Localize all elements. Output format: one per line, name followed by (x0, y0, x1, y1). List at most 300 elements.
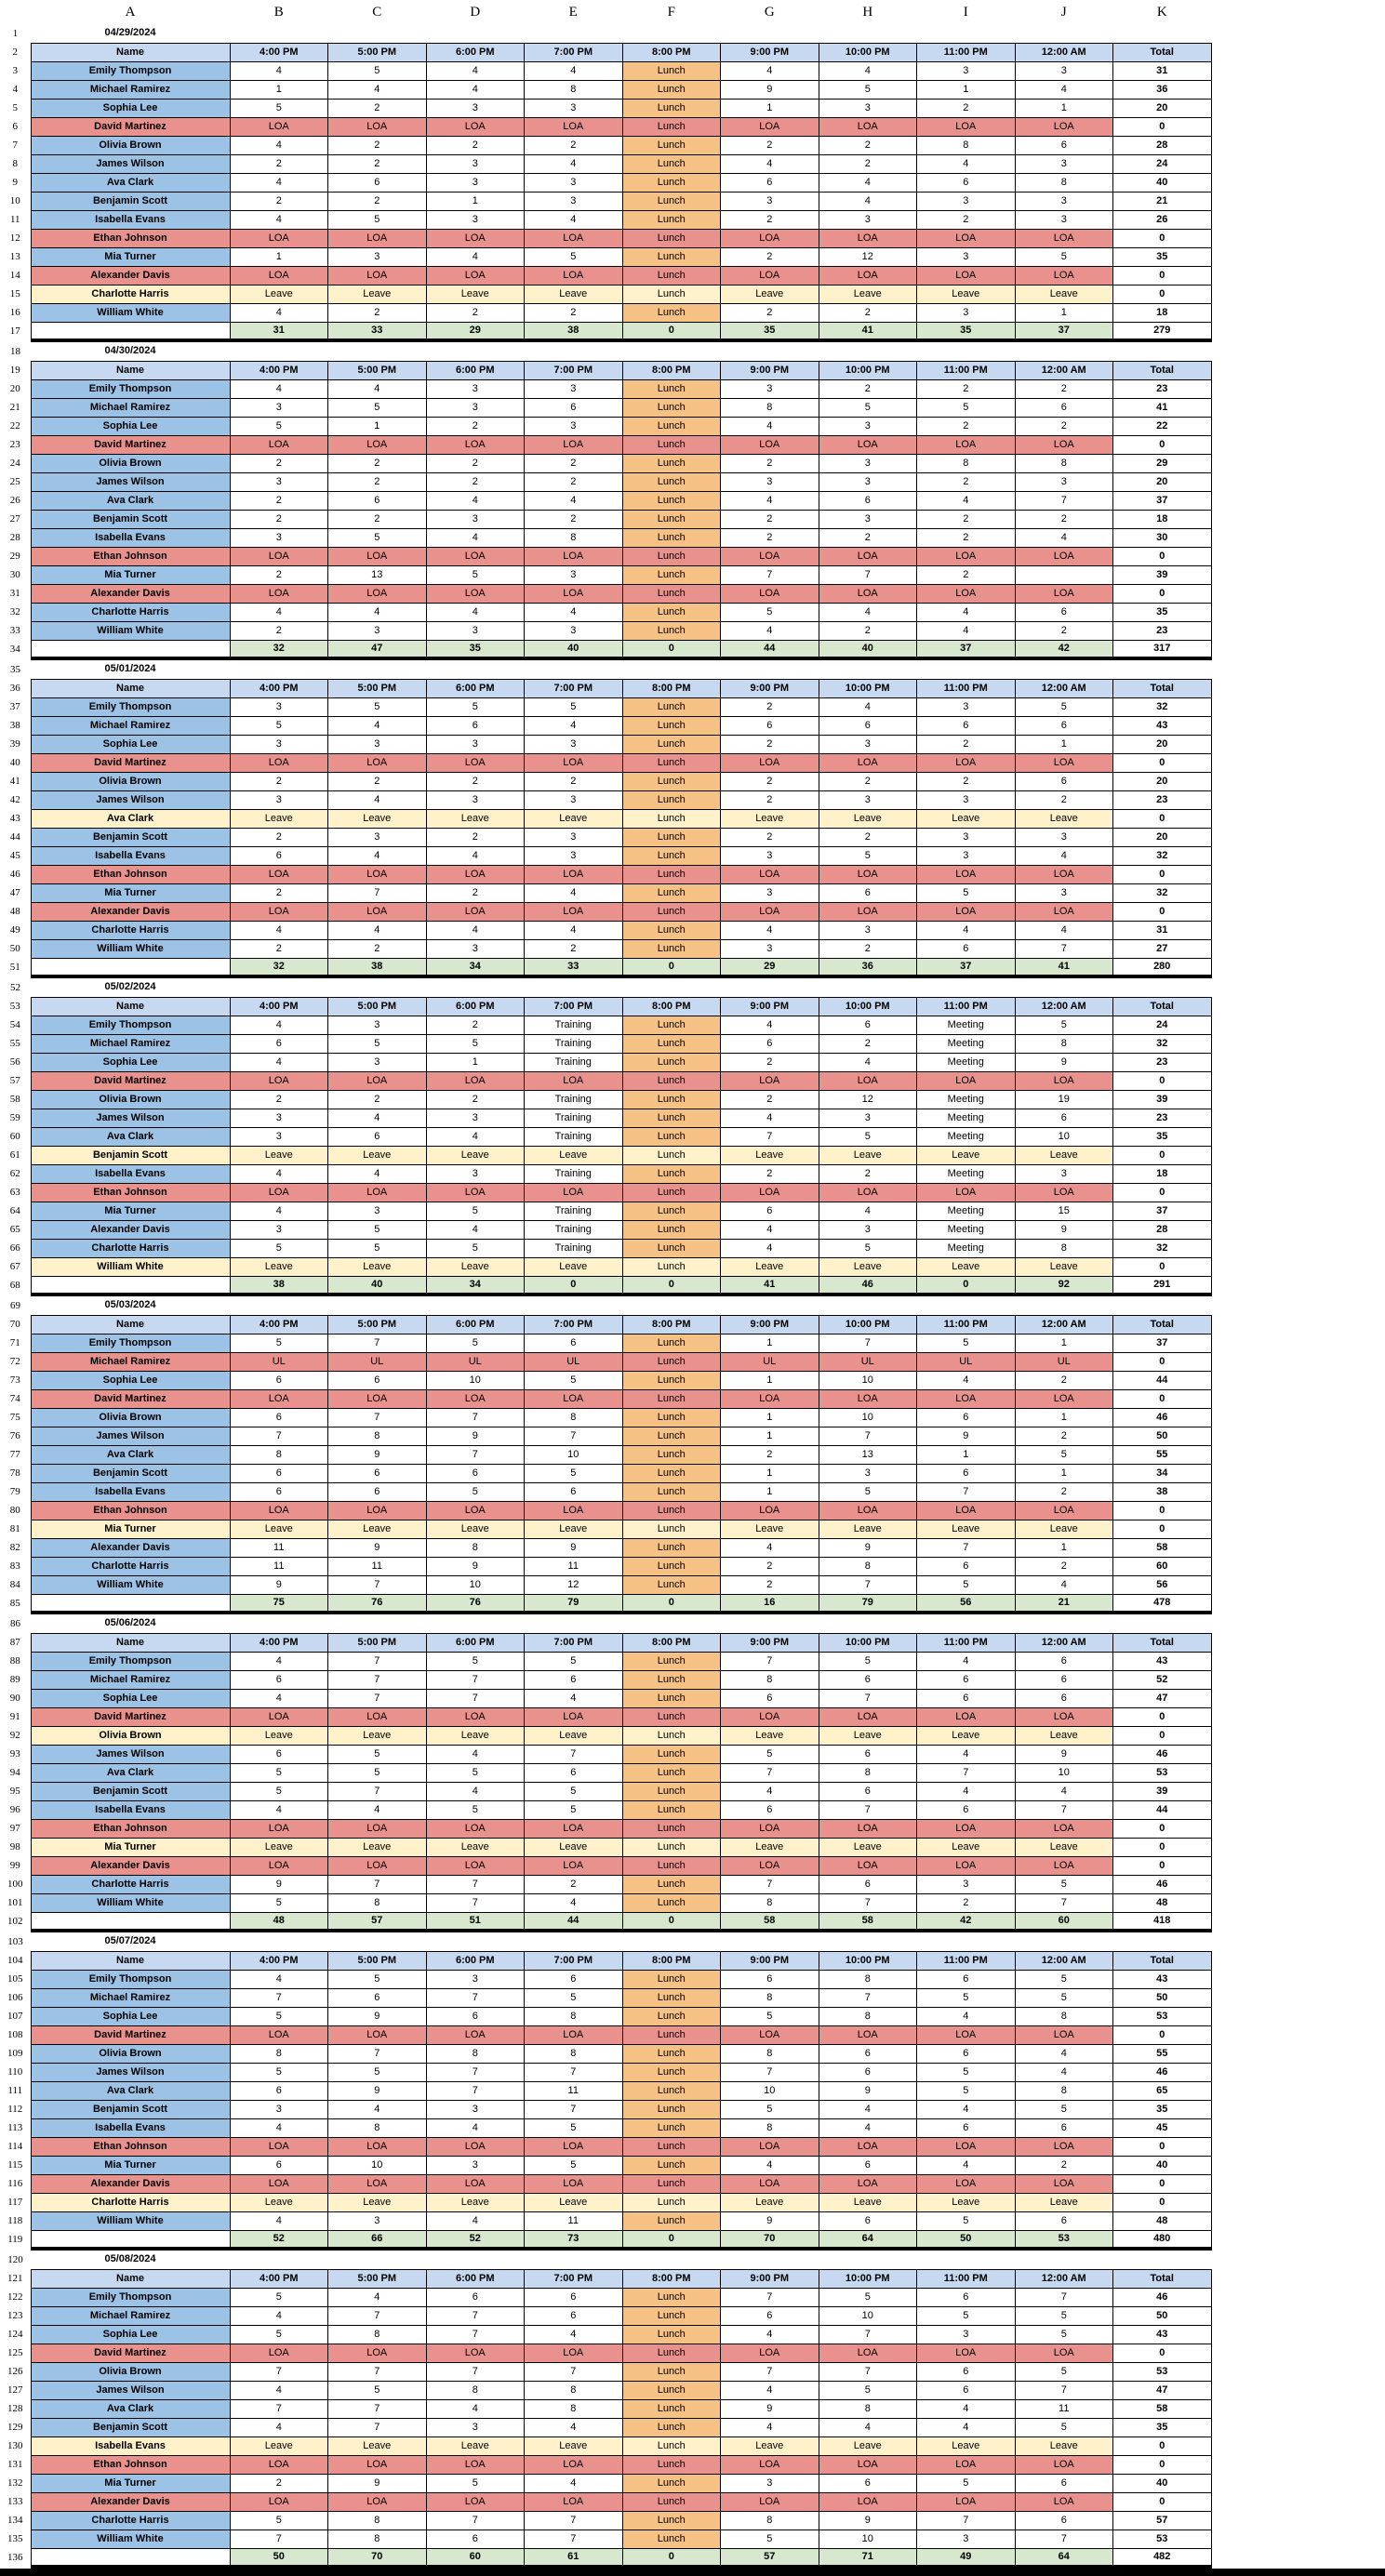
row-total-cell[interactable]: 0 (1113, 2492, 1212, 2511)
hour-cell[interactable]: 6 (525, 1670, 623, 1689)
employee-name-cell[interactable]: Benjamin Scott (31, 2100, 230, 2118)
hour-cell[interactable]: 9 (525, 1538, 623, 1557)
hour-cell[interactable]: LOA (721, 547, 819, 565)
hour-cell[interactable]: 8 (525, 2381, 623, 2399)
hour-cell[interactable]: 6 (328, 1371, 427, 1389)
hour-cell[interactable]: 4 (917, 491, 1016, 510)
row-total-cell[interactable]: 0 (1113, 2174, 1212, 2193)
hour-cell[interactable]: 9 (426, 1427, 525, 1445)
hour-cell[interactable]: Lunch (622, 1334, 721, 1352)
hour-cell[interactable]: Lunch (622, 1970, 721, 1988)
employee-name-cell[interactable]: David Martinez (31, 753, 230, 772)
column-total-cell[interactable]: 0 (622, 1912, 721, 1931)
hour-cell[interactable]: 3 (917, 61, 1016, 80)
hour-cell[interactable]: 5 (230, 1763, 328, 1782)
hour-cell[interactable]: LOA (525, 1856, 623, 1875)
hour-cell[interactable]: 3 (328, 1202, 427, 1220)
hour-cell[interactable]: 2 (230, 772, 328, 790)
hour-cell[interactable]: 4 (230, 1970, 328, 1988)
hour-cell[interactable]: 4 (917, 621, 1016, 640)
hour-cell[interactable]: 6 (819, 2044, 917, 2063)
employee-name-cell[interactable]: William White (31, 2530, 230, 2548)
hour-cell[interactable]: 2 (917, 735, 1016, 753)
hour-cell[interactable]: Lunch (622, 2288, 721, 2306)
hour-cell[interactable]: 2 (721, 1575, 819, 1594)
employee-name-cell[interactable]: Alexander Davis (31, 2492, 230, 2511)
hour-cell[interactable]: 3 (721, 939, 819, 958)
hour-cell[interactable]: 4 (1015, 1575, 1113, 1594)
hour-cell[interactable]: 2 (426, 772, 525, 790)
hour-cell[interactable]: 4 (1015, 528, 1113, 547)
hour-cell[interactable]: LOA (328, 1819, 427, 1838)
header-cell-total[interactable]: Total (1113, 2269, 1212, 2288)
hour-cell[interactable]: LOA (721, 2492, 819, 2511)
header-cell-4-00-pm[interactable]: 4:00 PM (230, 1633, 328, 1652)
row-total-cell[interactable]: 0 (1113, 285, 1212, 303)
employee-name-cell[interactable]: Michael Ramirez (31, 716, 230, 735)
hour-cell[interactable]: 6 (1015, 1689, 1113, 1707)
hour-cell[interactable]: 3 (721, 846, 819, 865)
hour-cell[interactable]: 4 (917, 154, 1016, 173)
header-cell-6-00-pm[interactable]: 6:00 PM (426, 1951, 525, 1970)
hour-cell[interactable]: 4 (819, 603, 917, 621)
hour-cell[interactable]: LOA (525, 2344, 623, 2362)
hour-cell[interactable]: Lunch (622, 603, 721, 621)
hour-cell[interactable]: 5 (1015, 1875, 1113, 1893)
column-total-cell[interactable]: 57 (328, 1912, 427, 1931)
hour-cell[interactable]: Lunch (622, 753, 721, 772)
header-cell-7-00-pm[interactable]: 7:00 PM (525, 1951, 623, 1970)
hour-cell[interactable]: 5 (328, 1763, 427, 1782)
hour-cell[interactable]: Leave (917, 1146, 1016, 1164)
hour-cell[interactable]: 3 (328, 1053, 427, 1071)
header-cell-8-00-pm[interactable]: 8:00 PM (622, 2269, 721, 2288)
row-number[interactable]: 48 (0, 902, 31, 921)
employee-name-cell[interactable]: Ethan Johnson (31, 1501, 230, 1520)
row-number[interactable]: 4 (0, 80, 31, 99)
hour-cell[interactable]: LOA (917, 865, 1016, 883)
column-total-cell[interactable]: 0 (622, 322, 721, 340)
hour-cell[interactable]: 3 (917, 247, 1016, 266)
hour-cell[interactable]: Leave (328, 1726, 427, 1745)
hour-cell[interactable]: Leave (426, 2193, 525, 2211)
row-number[interactable]: 9 (0, 173, 31, 192)
hour-cell[interactable]: LOA (819, 865, 917, 883)
hour-cell[interactable]: 5 (426, 1800, 525, 1819)
hour-cell[interactable]: LOA (819, 1071, 917, 1090)
hour-cell[interactable]: LOA (328, 435, 427, 454)
hour-cell[interactable]: 4 (917, 1652, 1016, 1670)
row-total-cell[interactable]: 20 (1113, 735, 1212, 753)
column-total-cell[interactable]: 61 (525, 2548, 623, 2567)
hour-cell[interactable]: 4 (1015, 921, 1113, 939)
hour-cell[interactable]: 6 (917, 1670, 1016, 1689)
row-number[interactable]: 115 (0, 2156, 31, 2174)
hour-cell[interactable]: Lunch (622, 1988, 721, 2007)
hour-cell[interactable]: 4 (917, 2418, 1016, 2437)
header-cell-12-00-am[interactable]: 12:00 AM (1015, 1633, 1113, 1652)
header-cell-6-00-pm[interactable]: 6:00 PM (426, 361, 525, 379)
row-total-cell[interactable]: 0 (1113, 1707, 1212, 1726)
hour-cell[interactable]: 4 (1015, 80, 1113, 99)
hour-cell[interactable]: 2 (819, 621, 917, 640)
column-total-cell[interactable]: 71 (819, 2548, 917, 2567)
row-total-cell[interactable]: 0 (1113, 2437, 1212, 2455)
header-cell-8-00-pm[interactable]: 8:00 PM (622, 679, 721, 697)
hour-cell[interactable]: 3 (328, 621, 427, 640)
hour-cell[interactable]: 4 (1015, 1782, 1113, 1800)
row-total-cell[interactable]: 48 (1113, 1893, 1212, 1912)
hour-cell[interactable]: Lunch (622, 735, 721, 753)
totals-row-name-cell[interactable] (31, 2548, 230, 2567)
hour-cell[interactable]: 3 (230, 528, 328, 547)
row-number[interactable]: 19 (0, 361, 31, 379)
row-number[interactable]: 13 (0, 247, 31, 266)
employee-name-cell[interactable]: Mia Turner (31, 1202, 230, 1220)
hour-cell[interactable]: 7 (917, 1538, 1016, 1557)
hour-cell[interactable]: 3 (230, 1220, 328, 1239)
hour-cell[interactable]: LOA (1015, 435, 1113, 454)
hour-cell[interactable]: Leave (525, 1838, 623, 1856)
hour-cell[interactable]: LOA (917, 2455, 1016, 2474)
hour-cell[interactable]: LOA (917, 1707, 1016, 1726)
hour-cell[interactable]: 2 (328, 303, 427, 322)
hour-cell[interactable]: 2 (721, 247, 819, 266)
hour-cell[interactable]: 4 (819, 2118, 917, 2137)
hour-cell[interactable]: Lunch (622, 2399, 721, 2418)
hour-cell[interactable]: LOA (721, 117, 819, 136)
hour-cell[interactable]: LOA (917, 584, 1016, 603)
employee-name-cell[interactable]: Emily Thompson (31, 1652, 230, 1670)
hour-cell[interactable]: 6 (819, 2063, 917, 2081)
column-total-cell[interactable]: 52 (230, 2230, 328, 2249)
hour-cell[interactable]: 8 (1015, 1034, 1113, 1053)
hour-cell[interactable]: 2 (230, 621, 328, 640)
hour-cell[interactable]: LOA (721, 865, 819, 883)
hour-cell[interactable]: 7 (426, 1689, 525, 1707)
hour-cell[interactable]: 7 (426, 1893, 525, 1912)
column-total-cell[interactable]: 35 (917, 322, 1016, 340)
column-total-cell[interactable]: 58 (721, 1912, 819, 1931)
employee-name-cell[interactable]: Charlotte Harris (31, 1875, 230, 1893)
hour-cell[interactable]: 4 (426, 1220, 525, 1239)
hour-cell[interactable]: LOA (1015, 584, 1113, 603)
header-cell-6-00-pm[interactable]: 6:00 PM (426, 43, 525, 61)
grand-total-cell[interactable]: 279 (1113, 322, 1212, 340)
hour-cell[interactable]: 6 (525, 1334, 623, 1352)
employee-name-cell[interactable]: Michael Ramirez (31, 1670, 230, 1689)
hour-cell[interactable]: Training (525, 1127, 623, 1146)
hour-cell[interactable]: Lunch (622, 2511, 721, 2530)
column-total-cell[interactable]: 92 (1015, 1276, 1113, 1295)
row-number[interactable]: 91 (0, 1707, 31, 1726)
hour-cell[interactable]: Lunch (622, 1146, 721, 1164)
hour-cell[interactable]: 12 (819, 247, 917, 266)
hour-cell[interactable]: LOA (819, 1707, 917, 1726)
row-number[interactable]: 46 (0, 865, 31, 883)
totals-row-name-cell[interactable] (31, 2230, 230, 2249)
hour-cell[interactable]: Leave (525, 1726, 623, 1745)
employee-name-cell[interactable]: Emily Thompson (31, 697, 230, 716)
employee-name-cell[interactable]: Charlotte Harris (31, 285, 230, 303)
row-total-cell[interactable]: 23 (1113, 1109, 1212, 1127)
hour-cell[interactable]: 6 (917, 1408, 1016, 1427)
hour-cell[interactable]: Meeting (917, 1127, 1016, 1146)
hour-cell[interactable]: 6 (721, 2306, 819, 2325)
hour-cell[interactable]: 5 (819, 80, 917, 99)
hour-cell[interactable]: 6 (1015, 1109, 1113, 1127)
row-total-cell[interactable]: 0 (1113, 584, 1212, 603)
hour-cell[interactable]: 6 (328, 1988, 427, 2007)
hour-cell[interactable]: Leave (328, 1520, 427, 1538)
hour-cell[interactable]: Meeting (917, 1109, 1016, 1127)
column-total-cell[interactable]: 38 (525, 322, 623, 340)
hour-cell[interactable]: 8 (426, 2381, 525, 2399)
hour-cell[interactable]: 4 (525, 716, 623, 735)
hour-cell[interactable]: 7 (328, 1334, 427, 1352)
header-cell-10-00-pm[interactable]: 10:00 PM (819, 1633, 917, 1652)
hour-cell[interactable]: 1 (721, 1371, 819, 1389)
header-cell-4-00-pm[interactable]: 4:00 PM (230, 1315, 328, 1334)
hour-cell[interactable]: 3 (328, 247, 427, 266)
hour-cell[interactable]: 9 (1015, 1745, 1113, 1763)
hour-cell[interactable]: 6 (426, 2007, 525, 2025)
hour-cell[interactable]: 5 (525, 1800, 623, 1819)
hour-cell[interactable]: Lunch (622, 2362, 721, 2381)
hour-cell[interactable]: 7 (1015, 939, 1113, 958)
hour-cell[interactable]: 6 (1015, 1670, 1113, 1689)
hour-cell[interactable]: 4 (721, 1239, 819, 1257)
hour-cell[interactable]: 4 (426, 61, 525, 80)
employee-name-cell[interactable]: Ethan Johnson (31, 2137, 230, 2156)
hour-cell[interactable]: 6 (230, 1745, 328, 1763)
employee-name-cell[interactable]: Isabella Evans (31, 2118, 230, 2137)
row-number[interactable]: 2 (0, 43, 31, 61)
hour-cell[interactable]: LOA (819, 2174, 917, 2193)
row-number[interactable]: 29 (0, 547, 31, 565)
hour-cell[interactable]: 10 (721, 2081, 819, 2100)
employee-name-cell[interactable]: Ethan Johnson (31, 2455, 230, 2474)
row-total-cell[interactable]: 53 (1113, 2007, 1212, 2025)
hour-cell[interactable]: LOA (721, 2174, 819, 2193)
row-total-cell[interactable]: 46 (1113, 1875, 1212, 1893)
hour-cell[interactable]: 2 (525, 939, 623, 958)
hour-cell[interactable]: Lunch (622, 2100, 721, 2118)
employee-name-cell[interactable]: Mia Turner (31, 565, 230, 584)
column-total-cell[interactable]: 34 (426, 958, 525, 976)
row-number[interactable]: 63 (0, 1183, 31, 1202)
column-total-cell[interactable]: 33 (525, 958, 623, 976)
hour-cell[interactable]: 7 (328, 2306, 427, 2325)
hour-cell[interactable]: Leave (1015, 1146, 1113, 1164)
hour-cell[interactable]: 2 (328, 454, 427, 472)
hour-cell[interactable]: LOA (1015, 902, 1113, 921)
row-total-cell[interactable]: 37 (1113, 1334, 1212, 1352)
employee-name-cell[interactable]: William White (31, 621, 230, 640)
row-total-cell[interactable]: 18 (1113, 1164, 1212, 1183)
hour-cell[interactable]: 6 (819, 2156, 917, 2174)
hour-cell[interactable]: 6 (525, 1970, 623, 1988)
row-number[interactable]: 27 (0, 510, 31, 528)
row-number[interactable]: 45 (0, 846, 31, 865)
hour-cell[interactable]: 6 (525, 1482, 623, 1501)
column-total-cell[interactable]: 60 (426, 2548, 525, 2567)
row-number[interactable]: 111 (0, 2081, 31, 2100)
column-total-cell[interactable]: 49 (917, 2548, 1016, 2567)
column-total-cell[interactable]: 37 (917, 640, 1016, 658)
hour-cell[interactable]: 2 (1015, 379, 1113, 398)
hour-cell[interactable]: 6 (917, 2362, 1016, 2381)
employee-name-cell[interactable]: Emily Thompson (31, 1016, 230, 1034)
hour-cell[interactable]: 6 (819, 1875, 917, 1893)
header-cell-9-00-pm[interactable]: 9:00 PM (721, 997, 819, 1016)
hour-cell[interactable]: 3 (721, 192, 819, 210)
hour-cell[interactable]: 7 (328, 1670, 427, 1689)
hour-cell[interactable]: 5 (917, 2063, 1016, 2081)
hour-cell[interactable]: 2 (917, 565, 1016, 584)
hour-cell[interactable]: UL (917, 1352, 1016, 1371)
grand-total-cell[interactable]: 280 (1113, 958, 1212, 976)
hour-cell[interactable]: 3 (819, 1464, 917, 1482)
hour-cell[interactable]: 7 (328, 2362, 427, 2381)
hour-cell[interactable]: Leave (917, 1257, 1016, 1276)
employee-name-cell[interactable]: Mia Turner (31, 2474, 230, 2492)
column-total-cell[interactable]: 57 (721, 2548, 819, 2567)
hour-cell[interactable]: 4 (721, 1538, 819, 1557)
row-number[interactable]: 36 (0, 679, 31, 697)
row-number[interactable]: 52 (0, 978, 31, 997)
employee-name-cell[interactable]: Emily Thompson (31, 1334, 230, 1352)
hour-cell[interactable]: 2 (917, 417, 1016, 435)
header-cell-6-00-pm[interactable]: 6:00 PM (426, 679, 525, 697)
hour-cell[interactable]: LOA (328, 1501, 427, 1520)
hour-cell[interactable]: 9 (721, 2399, 819, 2418)
totals-row-name-cell[interactable] (31, 958, 230, 976)
row-number[interactable]: 99 (0, 1856, 31, 1875)
hour-cell[interactable]: 1 (917, 80, 1016, 99)
hour-cell[interactable]: LOA (917, 1501, 1016, 1520)
hour-cell[interactable]: Training (525, 1016, 623, 1034)
column-total-cell[interactable]: 29 (426, 322, 525, 340)
hour-cell[interactable]: 5 (917, 2081, 1016, 2100)
hour-cell[interactable]: Lunch (622, 435, 721, 454)
column-letter-i[interactable]: I (963, 4, 968, 20)
hour-cell[interactable]: Lunch (622, 1782, 721, 1800)
hour-cell[interactable]: 5 (426, 2474, 525, 2492)
hour-cell[interactable]: 7 (525, 2511, 623, 2530)
hour-cell[interactable]: 6 (1015, 772, 1113, 790)
hour-cell[interactable]: Lunch (622, 2437, 721, 2455)
row-number[interactable]: 6 (0, 117, 31, 136)
column-total-cell[interactable]: 41 (1015, 958, 1113, 976)
hour-cell[interactable]: LOA (230, 1183, 328, 1202)
hour-cell[interactable]: 2 (230, 828, 328, 846)
hour-cell[interactable]: 4 (917, 2100, 1016, 2118)
row-total-cell[interactable]: 0 (1113, 2193, 1212, 2211)
hour-cell[interactable]: 7 (525, 2530, 623, 2548)
hour-cell[interactable]: 3 (917, 846, 1016, 865)
date-cell[interactable]: 05/07/2024 (104, 1935, 156, 1947)
employee-name-cell[interactable]: Mia Turner (31, 883, 230, 902)
hour-cell[interactable]: 6 (230, 2156, 328, 2174)
hour-cell[interactable]: LOA (328, 1856, 427, 1875)
hour-cell[interactable]: 4 (525, 2474, 623, 2492)
hour-cell[interactable]: 4 (917, 1782, 1016, 1800)
hour-cell[interactable]: Lunch (622, 1183, 721, 1202)
hour-cell[interactable]: LOA (525, 1389, 623, 1408)
row-number[interactable]: 8 (0, 154, 31, 173)
hour-cell[interactable]: Leave (328, 2437, 427, 2455)
hour-cell[interactable]: Lunch (622, 697, 721, 716)
hour-cell[interactable]: LOA (917, 1183, 1016, 1202)
column-total-cell[interactable]: 38 (230, 1276, 328, 1295)
hour-cell[interactable]: 3 (917, 303, 1016, 322)
employee-name-cell[interactable]: James Wilson (31, 2063, 230, 2081)
hour-cell[interactable]: 4 (917, 2007, 1016, 2025)
hour-cell[interactable]: 6 (525, 2306, 623, 2325)
hour-cell[interactable]: 2 (328, 136, 427, 154)
hour-cell[interactable]: 19 (1015, 1090, 1113, 1109)
hour-cell[interactable]: 6 (819, 883, 917, 902)
hour-cell[interactable]: LOA (328, 229, 427, 247)
row-number[interactable]: 82 (0, 1538, 31, 1557)
hour-cell[interactable]: LOA (721, 2455, 819, 2474)
row-total-cell[interactable]: 0 (1113, 1352, 1212, 1371)
employee-name-cell[interactable]: Alexander Davis (31, 902, 230, 921)
header-cell-5-00-pm[interactable]: 5:00 PM (328, 2269, 427, 2288)
row-total-cell[interactable]: 65 (1113, 2081, 1212, 2100)
header-cell-8-00-pm[interactable]: 8:00 PM (622, 997, 721, 1016)
hour-cell[interactable]: 8 (917, 136, 1016, 154)
hour-cell[interactable]: 4 (721, 1016, 819, 1034)
hour-cell[interactable]: 3 (917, 790, 1016, 809)
hour-cell[interactable]: 4 (426, 2118, 525, 2137)
row-number[interactable]: 117 (0, 2193, 31, 2211)
hour-cell[interactable]: 9 (721, 2211, 819, 2230)
row-number[interactable]: 64 (0, 1202, 31, 1220)
hour-cell[interactable]: LOA (917, 1389, 1016, 1408)
hour-cell[interactable]: LOA (819, 902, 917, 921)
column-total-cell[interactable]: 37 (1015, 322, 1113, 340)
hour-cell[interactable]: Leave (230, 809, 328, 828)
hour-cell[interactable]: 4 (721, 2325, 819, 2344)
hour-cell[interactable]: 3 (1015, 61, 1113, 80)
hour-cell[interactable]: Lunch (622, 2044, 721, 2063)
header-cell-11-00-pm[interactable]: 11:00 PM (917, 679, 1016, 697)
hour-cell[interactable]: 3 (426, 735, 525, 753)
row-number[interactable]: 114 (0, 2137, 31, 2156)
hour-cell[interactable]: Training (525, 1034, 623, 1053)
hour-cell[interactable]: LOA (721, 2137, 819, 2156)
hour-cell[interactable]: 8 (721, 2511, 819, 2530)
hour-cell[interactable]: 4 (328, 846, 427, 865)
hour-cell[interactable]: 3 (819, 210, 917, 229)
hour-cell[interactable]: 5 (328, 398, 427, 417)
row-total-cell[interactable]: 0 (1113, 2025, 1212, 2044)
hour-cell[interactable]: LOA (917, 1071, 1016, 1090)
header-cell-11-00-pm[interactable]: 11:00 PM (917, 997, 1016, 1016)
column-letter-a[interactable]: A (125, 4, 136, 20)
hour-cell[interactable]: 8 (328, 2325, 427, 2344)
hour-cell[interactable]: 7 (721, 2288, 819, 2306)
row-total-cell[interactable]: 0 (1113, 229, 1212, 247)
row-number[interactable]: 113 (0, 2118, 31, 2137)
hour-cell[interactable]: LOA (328, 2137, 427, 2156)
row-number[interactable]: 87 (0, 1633, 31, 1652)
header-cell-12-00-am[interactable]: 12:00 AM (1015, 679, 1113, 697)
hour-cell[interactable]: 9 (426, 1557, 525, 1575)
hour-cell[interactable]: LOA (819, 435, 917, 454)
